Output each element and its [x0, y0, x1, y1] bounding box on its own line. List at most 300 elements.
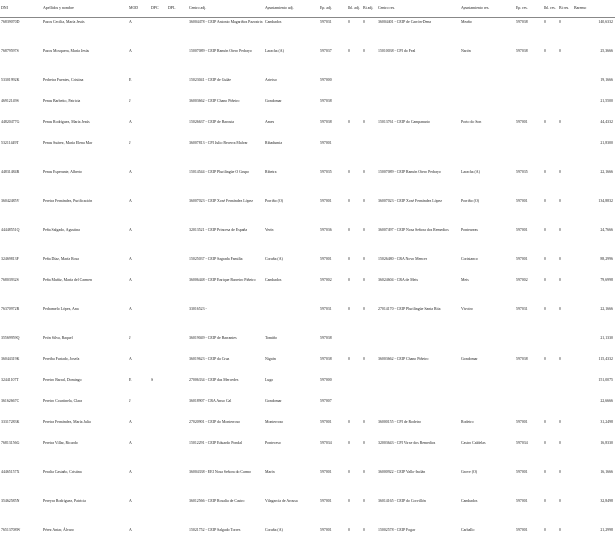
- cell-ayto-adj: Porriño (O): [265, 198, 284, 203]
- cell-dpc: [150, 118, 167, 139]
- cell-bi-adj: 0: [363, 440, 365, 445]
- cell-ayto-res: [460, 334, 515, 355]
- cell-centro-res: 36004401 - CEIP de Carrón-Dena: [378, 20, 432, 24]
- cell-dpc: [150, 497, 167, 526]
- table-row: [0, 97, 615, 118]
- cell-ibl-res: 0: [544, 356, 546, 361]
- cell-ayto-adj: Ames: [265, 119, 275, 124]
- cell-ayto-adj: Gondomar: [265, 98, 282, 103]
- cell-dpc: [150, 276, 167, 305]
- cell-centro-res: 15002578 - CEIP Fogar: [378, 527, 416, 532]
- cell-dpl: [167, 468, 188, 497]
- table-row: [0, 139, 615, 168]
- cell-dni: 44448551Q: [1, 227, 20, 232]
- cell-bi-adj: [362, 397, 377, 418]
- cell-centro-adj: 36004478 - CEIP Antonio Magariños Pazostrix: [189, 20, 263, 24]
- cell-centro-adj: 36012566 - CEIP Rosalía de Castro: [189, 498, 245, 503]
- cell-bi-adj: 0: [363, 356, 365, 361]
- cell-name: Penas Suárez, María Elena Mar: [43, 140, 93, 145]
- cell-centro-adj: 36004338 - EEI Nosa Señora do Carmo: [189, 469, 252, 474]
- cell-ibl-adj: 0: [348, 169, 350, 174]
- cell-name: Penas Rodríguez, María Jesús: [43, 119, 90, 124]
- cell-ep-adj: 597034: [320, 440, 332, 445]
- cell-centro-adj: 36018907 - CRA Anxo Cal: [189, 398, 232, 403]
- cell-dpl: [167, 497, 188, 526]
- cell-baremo: 115,4332: [598, 356, 613, 361]
- table-row: [0, 397, 615, 418]
- cell-ayto-res: Meis: [461, 277, 469, 282]
- cell-centro-res: 15010038 - CPI do Feal: [378, 48, 416, 53]
- cell-name: Pereira Fernández, María Julia: [43, 419, 91, 424]
- cell-ep-res: 597034: [516, 440, 528, 445]
- cell-ep-adj: 597001: [320, 198, 332, 203]
- cell-centro-res: 36007497 - CEIP Nosa Señora dos Remedios: [378, 227, 449, 232]
- cell-bi-adj: 0: [363, 419, 365, 424]
- cell-centro-res: [377, 376, 460, 397]
- cell-ayto-res: Vivoiro: [461, 306, 473, 311]
- cell-ayto-res: [460, 97, 515, 118]
- cell-ep-res: [515, 397, 543, 418]
- cell-mod: E: [129, 77, 132, 82]
- cell-dpc: [150, 47, 167, 76]
- cell-centro-res: [377, 397, 460, 418]
- cell-dpc: [150, 468, 167, 497]
- cell-centro-res: 15007089 - CEIP Ramón Otero Pedrayo: [378, 169, 441, 174]
- cell-ep-adj: 597031: [320, 306, 332, 311]
- header-dni: DNI: [0, 0, 42, 18]
- table-row: [0, 168, 615, 197]
- cell-ibl-adj: 0: [348, 440, 350, 445]
- header-ayuntamiento-adj: Ayuntamiento adj.: [264, 0, 319, 18]
- cell-mod: A: [129, 198, 132, 203]
- cell-ibl-adj: [347, 397, 362, 418]
- header-ayuntamiento-res: Ayuntamiento res.: [460, 0, 515, 18]
- cell-ayto-res: [460, 76, 515, 97]
- cell-ibl-res: 0: [544, 440, 546, 445]
- cell-baremo: 24,7666: [600, 227, 613, 232]
- cell-dpl: [167, 355, 188, 376]
- cell-ibl-adj: [347, 376, 362, 397]
- cell-ep-res: [515, 334, 543, 355]
- cell-bi-res: 0: [559, 119, 561, 124]
- header-ep-adj: Ep. adj.: [319, 0, 347, 18]
- cell-ibl-adj: 0: [348, 306, 350, 311]
- table-row: [0, 118, 615, 139]
- cell-ayto-adj: Tomiño: [265, 335, 278, 340]
- cell-ep-res: 597001: [516, 527, 528, 532]
- cell-centro-adj: 36006448 - CEIP Enrique Barreiro Piñeiro: [189, 277, 256, 282]
- header-ibl-res: Ibl. res.: [543, 0, 558, 18]
- cell-bi-adj: 0: [363, 498, 365, 503]
- cell-mod: A: [129, 277, 132, 282]
- cell-ayto-adj: Monterroso: [265, 419, 284, 424]
- cell-centro-adj: 36003662 - CEIP Chano Piñeiro: [189, 98, 240, 103]
- cell-mod: J: [129, 398, 131, 403]
- table-row: [0, 18, 615, 47]
- cell-bi-res: 0: [559, 527, 561, 532]
- cell-ep-adj: 597007: [320, 398, 332, 403]
- cell-baremo: 19,1666: [600, 77, 613, 82]
- cell-mod: A: [129, 119, 132, 124]
- cell-dni: 44831484R: [1, 169, 20, 174]
- cell-baremo: 140,6332: [598, 20, 613, 24]
- cell-baremo: 22,6666: [600, 398, 613, 403]
- cell-ayto-adj: Marín: [265, 469, 275, 474]
- cell-bi-adj: 0: [363, 169, 365, 174]
- cell-dpl: [167, 97, 188, 118]
- cell-dpc: [150, 226, 167, 255]
- cell-ayto-res: Castro Caldelas: [461, 440, 486, 445]
- cell-ibl-adj: 0: [348, 119, 350, 124]
- cell-ibl-res: [543, 76, 558, 97]
- cell-ep-res: [515, 76, 543, 97]
- cell-ep-res: [515, 97, 543, 118]
- table-row: [0, 497, 615, 526]
- cell-bi-res: 0: [559, 48, 561, 53]
- cell-dni: 33317283K: [1, 419, 20, 424]
- cell-ibl-adj: 0: [348, 48, 350, 53]
- cell-bi-res: 0: [559, 169, 561, 174]
- cell-ibl-adj: 0: [348, 527, 350, 532]
- cell-centro-res: 32003643 - CPI Virxe dos Remedios: [378, 440, 436, 445]
- cell-ayto-res: Ponteareas: [461, 227, 478, 232]
- header-dpc: DPC: [150, 0, 167, 18]
- cell-ep-res: 597035: [516, 169, 528, 174]
- cell-bi-adj: 0: [363, 256, 365, 261]
- cell-baremo: 79,6998: [600, 277, 613, 282]
- cell-dpl: [167, 139, 188, 168]
- cell-dpc: [150, 97, 167, 118]
- cell-dpc: [150, 139, 167, 168]
- cell-ayto-adj: Coruña (A): [265, 527, 283, 532]
- header-ep-res: Ep. res.: [515, 0, 543, 18]
- cell-ayto-adj: Gondomar: [265, 398, 282, 403]
- cell-ayto-res: Narón: [461, 48, 471, 53]
- cell-mod: A: [129, 256, 132, 261]
- header-bi-adj: Bi adj.: [362, 0, 377, 18]
- cell-name: Pereyra Rodríguez, Patricia: [43, 498, 86, 503]
- cell-dpl: [167, 397, 188, 418]
- cell-ayto-adj: Verín: [265, 227, 274, 232]
- cell-centro-res: 36007023 - CEIP Xosé Fernández López: [378, 198, 442, 203]
- cell-ayto-res: Carballo: [461, 527, 475, 532]
- cell-centro-res: 36024604 - CRA de Meis: [378, 277, 418, 282]
- cell-dpc: [150, 255, 167, 276]
- cell-ayto-res: Grove (O): [461, 469, 478, 474]
- cell-ep-res: 597001: [516, 469, 528, 474]
- table-row: [0, 418, 615, 439]
- cell-ibl-res: [543, 139, 558, 168]
- cell-name: Peón Silva, Raquel: [43, 335, 73, 340]
- cell-mod: A: [129, 306, 132, 311]
- cell-ayto-res: [460, 397, 515, 418]
- cell-centro-adj: 32013521 - CEIP Princesa de España: [189, 227, 248, 232]
- cell-dpl: [167, 526, 188, 547]
- cell-dpl: [167, 226, 188, 255]
- cell-dpl: [167, 47, 188, 76]
- cell-dpc: [150, 197, 167, 226]
- cell-ibl-adj: 0: [348, 198, 350, 203]
- cell-mod: A: [129, 227, 132, 232]
- cell-bi-adj: 0: [363, 119, 365, 124]
- cell-dpc: [150, 76, 167, 97]
- cell-baremo: 22,1666: [600, 169, 613, 174]
- cell-ibl-res: 0: [544, 198, 546, 203]
- cell-name: Pazos Cecilia, María Jesús: [43, 20, 85, 24]
- cell-centro-adj: 36019623 - CEIP da Cruz: [189, 356, 230, 361]
- cell-ibl-res: 0: [544, 419, 546, 424]
- cell-bi-adj: 0: [363, 48, 365, 53]
- cell-ep-adj: 597001: [320, 419, 332, 424]
- cell-ibl-res: 0: [544, 256, 546, 261]
- cell-name: Peña Muñiz, María del Carmen: [43, 277, 92, 282]
- cell-ep-res: 597038: [516, 356, 528, 361]
- cell-ayto-adj: Ribeira: [265, 169, 277, 174]
- cell-ibl-res: 0: [544, 527, 546, 532]
- cell-dni: 36042485V: [1, 198, 20, 203]
- cell-dni: 44820477G: [1, 119, 20, 124]
- cell-bi-res: [558, 397, 573, 418]
- cell-centro-res: 36003662 - CEIP Chano Piñeiro: [378, 356, 429, 361]
- cell-ayto-adj: [264, 305, 319, 334]
- cell-dpc: [150, 439, 167, 468]
- cell-ep-adj: 597038: [320, 119, 332, 124]
- cell-centro-adj: 15021752 - CEIP Salgado Torres: [189, 527, 241, 532]
- cell-ep-adj: 597001: [320, 140, 332, 145]
- cell-dpl: [167, 276, 188, 305]
- table-row: [0, 376, 615, 397]
- cell-ep-adj: 597001: [320, 498, 332, 503]
- cell-centro-res: 27014170 - CEIP Plurilingüe Santa Rita: [378, 306, 441, 311]
- cell-name: Pereiba Furtado, Josefa: [43, 356, 80, 361]
- cell-dpl: [167, 334, 188, 355]
- cell-ibl-adj: 0: [348, 469, 350, 474]
- cell-bi-adj: [362, 334, 377, 355]
- cell-ayto-adj: Laracha (A): [265, 48, 284, 53]
- header-centro-res: Centro res.: [377, 0, 460, 18]
- cell-ep-res: 597001: [516, 256, 528, 261]
- cell-name: Pedramelo López, Ana: [43, 306, 79, 311]
- cell-centro-res: [377, 76, 460, 97]
- cell-ep-res: 597038: [516, 20, 528, 24]
- cell-dpc: [150, 526, 167, 547]
- cell-ep-adj: 597000: [320, 377, 332, 382]
- cell-bi-adj: [362, 139, 377, 168]
- cell-baremo: 134,8832: [598, 198, 613, 203]
- cell-dpc: [150, 168, 167, 197]
- cell-name: Pereira Villar, Ricardo: [43, 440, 78, 445]
- cell-name: Pedreira Fuentes, Cristina: [43, 77, 84, 82]
- cell-ayto-res: Porriño (O): [461, 198, 480, 203]
- cell-dpc: [150, 418, 167, 439]
- table-row: [0, 355, 615, 376]
- cell-ep-adj: 597031: [320, 20, 332, 24]
- cell-dni: 76813156G: [1, 440, 20, 445]
- cell-bi-adj: 0: [363, 469, 365, 474]
- cell-centro-res: 15026480 - CRA Novo Mencer: [378, 256, 428, 261]
- cell-dpl: [167, 439, 188, 468]
- cell-ayto-res: Laracha (A): [461, 169, 480, 174]
- cell-ibl-adj: 0: [348, 227, 350, 232]
- cell-bi-res: 0: [559, 419, 561, 424]
- table-row: [0, 276, 615, 305]
- cell-mod: A: [129, 20, 132, 24]
- cell-ibl-res: 0: [544, 277, 546, 282]
- cell-mod: A: [129, 419, 132, 424]
- cell-ep-adj: 597036: [320, 227, 332, 232]
- cell-bi-res: [558, 376, 573, 397]
- cell-centro-adj: 15014544 - CEIP Plurilingüe O Grupo: [189, 169, 250, 174]
- table-row: [0, 76, 615, 97]
- cell-bi-adj: 0: [363, 198, 365, 203]
- cell-ibl-res: [543, 97, 558, 118]
- cell-mod: A: [129, 48, 132, 53]
- cell-ayto-res: [460, 139, 515, 168]
- cell-dpc: [150, 397, 167, 418]
- cell-ibl-res: 0: [544, 469, 546, 474]
- cell-dpc: [150, 334, 167, 355]
- cell-dpc: [150, 355, 167, 376]
- cell-centro-adj: 36007813 - CPI Julio Becerra Malvar: [189, 140, 248, 145]
- cell-ayto-adj: Lugo: [265, 377, 274, 382]
- cell-bi-adj: 0: [363, 306, 365, 311]
- cell-dpl: [167, 376, 188, 397]
- cell-centro-res: [377, 97, 460, 118]
- table-row: [0, 226, 615, 255]
- cell-ep-adj: 597037: [320, 48, 332, 53]
- cell-ep-adj: 597002: [320, 277, 332, 282]
- cell-ibl-res: 0: [544, 169, 546, 174]
- cell-ibl-res: 0: [544, 498, 546, 503]
- cell-baremo: 16,1666: [600, 469, 613, 474]
- cell-centro-adj: 36007023 - CEIP Xosé Fernández López: [189, 198, 253, 203]
- cell-bi-res: 0: [559, 469, 561, 474]
- table-body: [0, 18, 615, 547]
- cell-ayto-adj: Vilagarcía de Arousa: [265, 498, 298, 503]
- cell-ibl-adj: [347, 97, 362, 118]
- cell-ep-res: 597031: [516, 306, 528, 311]
- cell-ep-adj: 597001: [320, 527, 332, 532]
- cell-name: Peña Díaz, María Rosa: [43, 256, 79, 261]
- cell-name: Pereira Fernández, Purificación: [43, 198, 93, 203]
- cell-mod: J: [129, 98, 131, 103]
- cell-centro-adj: 15025037 - CEIP Sagrada Familia: [189, 256, 243, 261]
- cell-ibl-adj: [347, 334, 362, 355]
- cell-dpc: S: [151, 377, 154, 382]
- cell-dni: 76839070D: [1, 20, 20, 24]
- cell-centro-res: 36014165 - CEIP do Corvillón: [378, 498, 426, 503]
- cell-name: Penas Esperante, Alberto: [43, 169, 83, 174]
- cell-ibl-res: [543, 376, 558, 397]
- cell-ep-res: 597038: [516, 48, 528, 53]
- cell-mod: J: [129, 335, 131, 340]
- cell-bi-res: 0: [559, 227, 561, 232]
- cell-centro-adj: 15026637 - CEIP de Barouta: [189, 119, 235, 124]
- cell-ep-res: 597001: [516, 119, 528, 124]
- cell-mod: A: [129, 440, 132, 445]
- cell-name: Pérez Antar, Álvaro: [43, 527, 74, 532]
- cell-ayto-res: [460, 376, 515, 397]
- cell-ibl-adj: 0: [348, 419, 350, 424]
- header-mod: MOD: [128, 0, 150, 18]
- cell-ayto-res: Meaño: [461, 20, 472, 24]
- header-centro-adj: Centro adj.: [188, 0, 264, 18]
- cell-dpl: [167, 18, 188, 47]
- cell-mod: J: [129, 140, 131, 145]
- cell-dpl: [167, 118, 188, 139]
- cell-ibl-res: 0: [544, 119, 546, 124]
- cell-baremo: 44,4332: [600, 119, 613, 124]
- table-header-row: [0, 0, 615, 18]
- cell-bi-res: 0: [559, 356, 561, 361]
- cell-bi-res: 0: [559, 440, 561, 445]
- cell-dni: 53301992K: [1, 77, 20, 82]
- cell-baremo: 32,8498: [600, 498, 613, 503]
- cell-bi-res: 0: [559, 198, 561, 203]
- cell-ep-adj: 597038: [320, 98, 332, 103]
- cell-ibl-res: 0: [544, 20, 546, 24]
- cell-dpl: [167, 168, 188, 197]
- cell-bi-res: [558, 97, 573, 118]
- cell-ep-res: 597002: [516, 277, 528, 282]
- cell-dni: 35462585N: [1, 498, 20, 503]
- cell-dni: 76513708W: [1, 527, 21, 532]
- cell-bi-adj: 0: [363, 20, 365, 24]
- cell-baremo: 21,2998: [600, 527, 613, 532]
- cell-ayto-res: Cambados: [461, 498, 478, 503]
- cell-dpl: [167, 197, 188, 226]
- cell-ep-adj: 597001: [320, 256, 332, 261]
- cell-baremo: 88,2996: [600, 256, 613, 261]
- cell-bi-adj: 0: [363, 527, 365, 532]
- cell-ibl-adj: 0: [348, 277, 350, 282]
- cell-bi-adj: [362, 76, 377, 97]
- cell-baremo: 16,8330: [600, 440, 613, 445]
- cell-ep-adj: 597038: [320, 356, 332, 361]
- cell-ibl-adj: 0: [348, 20, 350, 24]
- cell-bi-adj: [362, 376, 377, 397]
- table-row: [0, 526, 615, 547]
- cell-ayto-res: Coristanco: [461, 256, 478, 261]
- cell-baremo: 25,3666: [600, 48, 613, 53]
- cell-ibl-res: [543, 397, 558, 418]
- cell-ayto-adj: Coruña (A): [265, 256, 283, 261]
- cell-dpc: [150, 305, 167, 334]
- cell-mod: A: [129, 469, 132, 474]
- cell-mod: A: [129, 356, 132, 361]
- cell-centro-adj: 27020901 - CEIP do Monterroso: [189, 419, 241, 424]
- cell-ayto-adj: Nigrán: [265, 356, 276, 361]
- cell-bi-res: [558, 334, 573, 355]
- cell-bi-res: 0: [559, 256, 561, 261]
- cell-dni: 46912149S: [1, 98, 19, 103]
- table-row: [0, 305, 615, 334]
- cell-ayto-adj: Arteixo: [265, 77, 277, 82]
- cell-ayto-res: Rodeiro: [461, 419, 474, 424]
- cell-dpl: [167, 418, 188, 439]
- cell-ayto-adj: Ponteceso: [265, 440, 281, 445]
- cell-dni: 44465157X: [1, 469, 20, 474]
- cell-ibl-adj: 0: [348, 498, 350, 503]
- header-name: Apellidos y nombre: [42, 0, 128, 18]
- cell-dni: 36044319K: [1, 356, 20, 361]
- table-row: [0, 197, 615, 226]
- table-row: [0, 439, 615, 468]
- cell-ep-res: 597001: [516, 198, 528, 203]
- cell-dpl: [167, 305, 188, 334]
- cell-ibl-adj: [347, 76, 362, 97]
- cell-baremo: 21,1330: [600, 335, 613, 340]
